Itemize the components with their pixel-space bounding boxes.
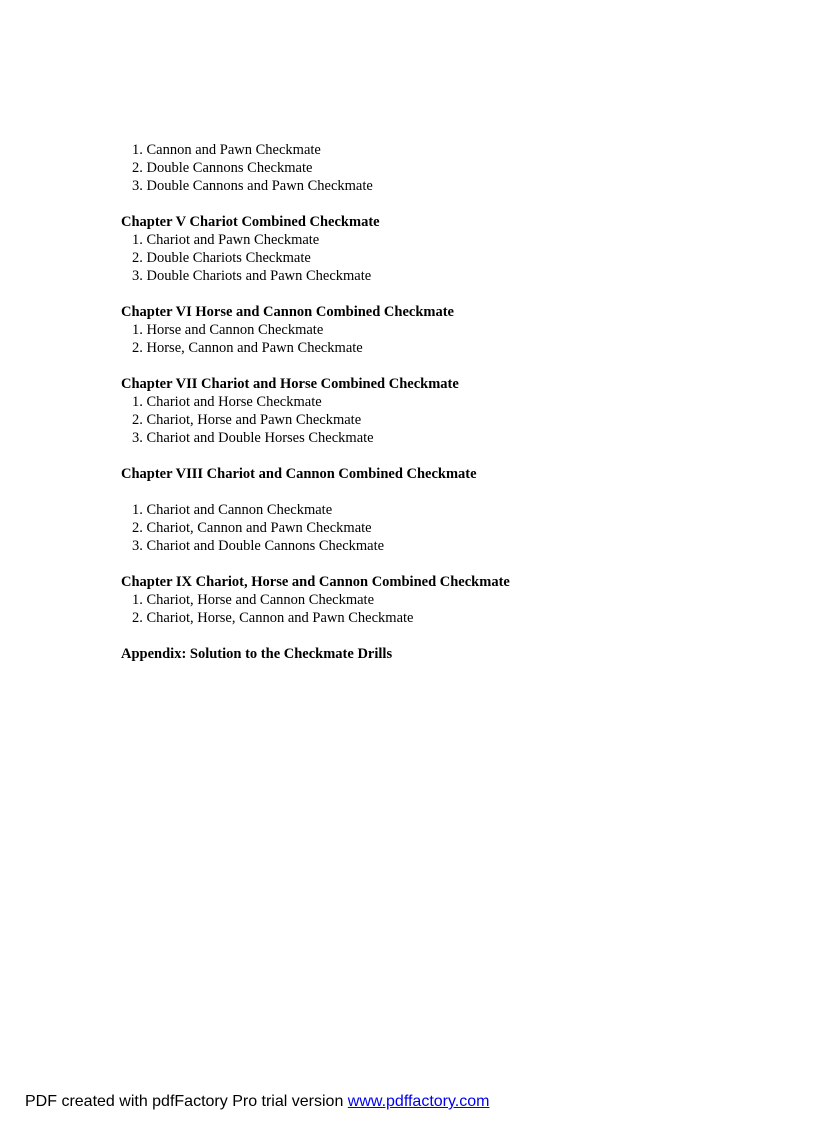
- list-item: [121, 537, 721, 555]
- item-text: Chariot, Horse, Cannon and Pawn Checkmate: [146, 610, 414, 626]
- item-text: Chariot, Cannon and Pawn Checkmate: [146, 520, 372, 536]
- item-text: Cannon and Pawn Checkmate: [146, 142, 321, 158]
- item-text: Chariot and Double Horses Checkmate: [146, 430, 374, 446]
- chapter-section-viii: [121, 465, 721, 555]
- chapter-section-vi: [121, 303, 721, 357]
- item-number: 1.: [132, 394, 143, 410]
- item-number: 1.: [132, 142, 143, 158]
- item-text: Chariot, Horse and Cannon Checkmate: [146, 592, 375, 608]
- item-text: Chariot and Horse Checkmate: [146, 394, 322, 410]
- list-item: [121, 519, 721, 537]
- item-number: 1.: [132, 592, 143, 608]
- item-number: 1.: [132, 322, 143, 338]
- item-text: Double Cannons and Pawn Checkmate: [146, 178, 373, 194]
- chapter-title: Chapter IX Chariot, Horse and Cannon Combined Checkmate: [121, 574, 510, 590]
- chapter-item-list: [121, 321, 721, 357]
- chapter-title: Chapter VII Chariot and Horse Combined Checkmate: [121, 376, 459, 392]
- list-item: [121, 321, 721, 339]
- chapter-item-list: [121, 591, 721, 627]
- table-of-contents: [121, 141, 721, 663]
- list-item: [121, 393, 721, 411]
- item-number: 3.: [132, 430, 143, 446]
- item-number: 3.: [132, 268, 143, 284]
- list-item: [121, 249, 721, 267]
- item-text: Double Cannons Checkmate: [146, 160, 313, 176]
- chapter-section-vii: [121, 375, 721, 447]
- list-item: [121, 267, 721, 285]
- item-text: Chariot and Pawn Checkmate: [146, 232, 320, 248]
- item-text: Double Chariots and Pawn Checkmate: [146, 268, 372, 284]
- chapter-item-list: [121, 231, 721, 285]
- footer-text: PDF created with pdfFactory Pro trial version: [25, 1093, 344, 1110]
- chapter-item-list: [121, 501, 721, 555]
- item-number: 2.: [132, 160, 143, 176]
- list-item: [121, 429, 721, 447]
- list-item: [121, 591, 721, 609]
- item-text: Chariot, Horse and Pawn Checkmate: [146, 412, 362, 428]
- list-item: [121, 501, 721, 519]
- chapter-title: Chapter VI Horse and Cannon Combined Checkmate: [121, 304, 454, 320]
- item-number: 2.: [132, 340, 143, 356]
- list-item: [121, 177, 721, 195]
- item-number: 1.: [132, 502, 143, 518]
- item-text: Chariot and Double Cannons Checkmate: [146, 538, 385, 554]
- list-item: [121, 411, 721, 429]
- item-text: Double Chariots Checkmate: [146, 250, 311, 266]
- item-number: 2.: [132, 610, 143, 626]
- item-text: Horse and Cannon Checkmate: [146, 322, 324, 338]
- item-number: 2.: [132, 250, 143, 266]
- intro-list: [121, 141, 721, 195]
- chapter-title: Chapter V Chariot Combined Checkmate: [121, 214, 380, 230]
- item-number: 2.: [132, 412, 143, 428]
- appendix-section: [121, 645, 721, 663]
- list-item: [121, 231, 721, 249]
- item-number: 3.: [132, 538, 143, 554]
- footer-link[interactable]: www.pdffactory.com: [347, 1093, 490, 1110]
- item-text: Horse, Cannon and Pawn Checkmate: [146, 340, 363, 356]
- list-item: [121, 141, 721, 159]
- list-item: [121, 159, 721, 177]
- list-item: [121, 339, 721, 357]
- item-number: 1.: [132, 232, 143, 248]
- item-text: Chariot and Cannon Checkmate: [146, 502, 333, 518]
- pdf-footer: [25, 1092, 489, 1112]
- chapter-section-v: [121, 213, 721, 285]
- chapter-title: Chapter VIII Chariot and Cannon Combined Checkmate: [121, 466, 477, 482]
- chapter-section-ix: [121, 573, 721, 627]
- chapter-item-list: [121, 393, 721, 447]
- item-number: 3.: [132, 178, 143, 194]
- appendix-title: Appendix: Solution to the Checkmate Drills: [121, 646, 393, 662]
- list-item: [121, 609, 721, 627]
- item-number: 2.: [132, 520, 143, 536]
